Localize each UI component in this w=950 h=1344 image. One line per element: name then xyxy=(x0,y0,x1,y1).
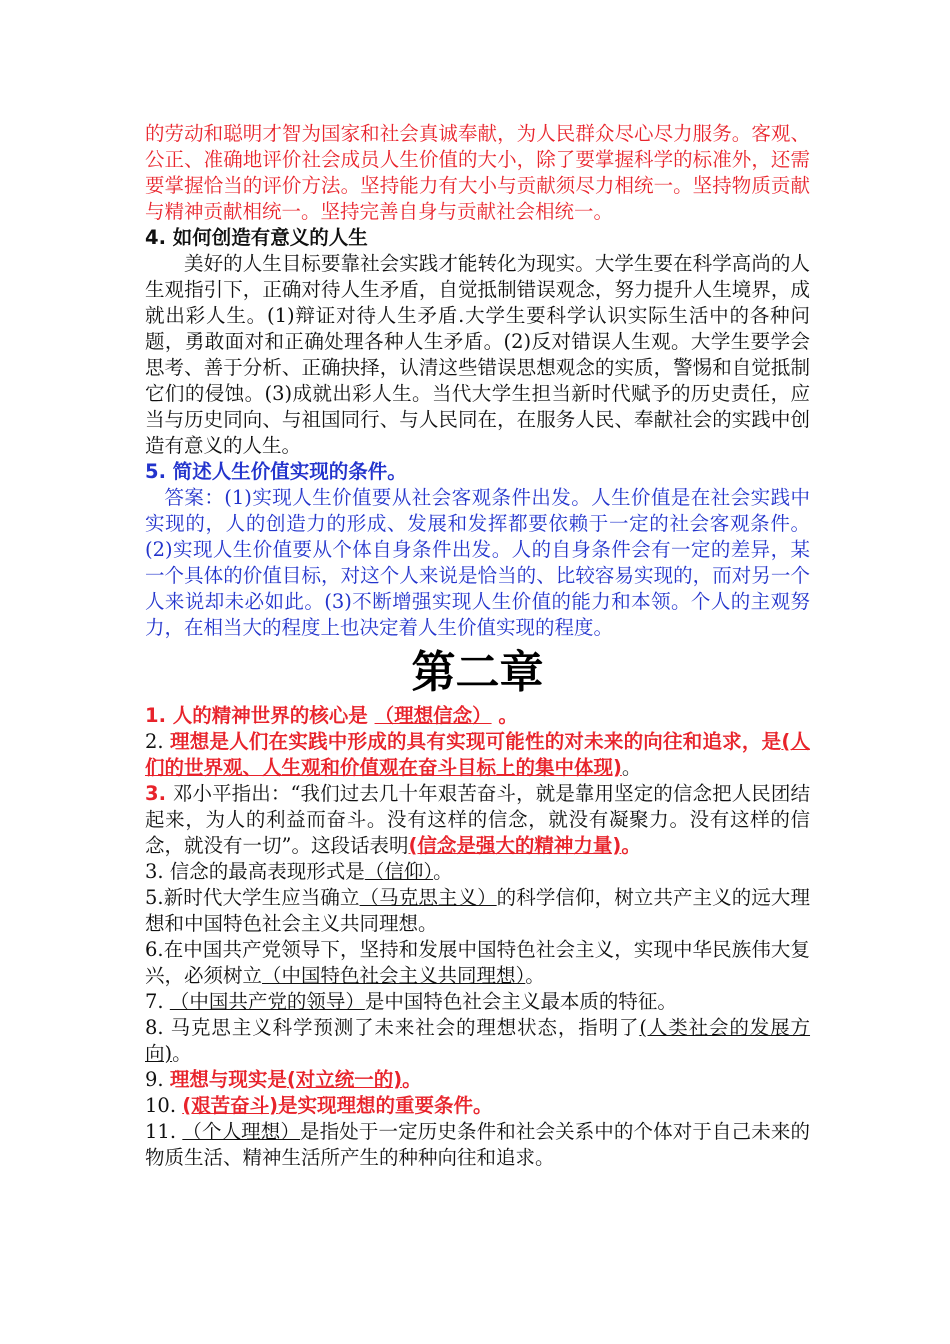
question-6-text: 6.在中国共产党领导下，坚持和发展中国特色社会主义，实现中华民族伟大复兴，必须树立 xyxy=(145,938,810,987)
question-7-text: 是中国特色社会主义最本质的特征。 xyxy=(364,990,677,1013)
question-2-end: 。 xyxy=(621,756,642,779)
question-6-end: 。 xyxy=(525,964,545,987)
question-2-number: 2. xyxy=(145,730,171,753)
question-10 xyxy=(145,1093,810,1119)
question-3-number: 3. xyxy=(145,782,173,805)
question-11-text: 是指处于一定历史条件和社会关系中的个体对于自己未来的物质生活、精神生活所产生的种种向往和追求。 xyxy=(145,1120,810,1169)
question-3-answer: (信念是强大的精神力量) xyxy=(408,834,622,857)
question-10-text: 是实现理想的重要条件。 xyxy=(278,1094,493,1117)
question-9-number: 9. xyxy=(145,1068,170,1091)
question-7-answer: （中国共产党的领导） xyxy=(169,990,365,1013)
question-9-answer: (对立统一的) xyxy=(286,1068,403,1091)
question-10-answer: (艰苦奋斗) xyxy=(182,1094,279,1117)
question-9-end: 。 xyxy=(402,1068,422,1091)
question-2 xyxy=(145,729,810,781)
document-content xyxy=(145,121,810,1171)
section-5-heading: 5. 简述人生价值实现的条件。 xyxy=(145,460,407,483)
question-2-text: 理想是人们在实践中形成的具有实现可能性的对未来的向往和追求，是 xyxy=(170,730,782,753)
question-11 xyxy=(145,1119,810,1171)
question-5-answer: （马克思主义） xyxy=(359,886,497,909)
question-2-answer: (人们的世界观、人生观和价值观在奋斗目标上的集中体现) xyxy=(145,730,810,779)
question-8 xyxy=(145,1015,810,1067)
question-4-answer: （信仰） xyxy=(364,860,434,883)
question-3-text: 邓小平指出：“我们过去几十年艰苦奋斗，就是靠用坚定的信念把人民团结起来，为人的利益而奋斗。没有这样的信念，就没有凝聚力。没有这样的信念，就没有一切”。这段话表明 xyxy=(145,782,810,857)
question-1-text: 1. 人的精神世界的核心是 xyxy=(145,704,375,727)
question-3 xyxy=(145,781,810,859)
section-4-heading: 4. 如何创造有意义的人生 xyxy=(145,226,368,249)
question-1-end: 。 xyxy=(491,704,518,727)
question-1-answer: （理想信念） xyxy=(374,704,492,727)
question-9-text: 理想与现实是 xyxy=(169,1068,287,1091)
question-6-answer: （中国特色社会主义共同理想） xyxy=(262,964,526,987)
question-7-number: 7. xyxy=(145,990,170,1013)
section-5-answer: 答案：(1)实现人生价值要从社会客观条件出发。人生价值是在社会实践中实现的，人的创造力的形成、发展和发挥都要依赖于一定的社会客观条件。(2)实现人生价值要从个体自身条件出发。人的自身条件会有一定的差异，某一个具体的价值目标，对这个人来说是恰当的、比较容易实现的，而对另一个人来说却未必如此。(3)不断增强实现人生价值的能力和本领。个人的主观努力，在相当大的程度上也决定着人生价值实现的程度。 xyxy=(145,486,810,639)
question-5 xyxy=(145,885,810,937)
question-8-end: 。 xyxy=(172,1042,192,1065)
question-9 xyxy=(145,1067,810,1093)
question-1 xyxy=(145,703,810,729)
question-6 xyxy=(145,937,810,989)
question-5-text: 5.新时代大学生应当确立 xyxy=(145,886,360,909)
chapter-title: 第二章 xyxy=(411,647,544,698)
value-evaluation-paragraph: 的劳动和聪明才智为国家和社会真诚奉献，为人民群众尽心尽力服务。客观、公正、准确地评价社会成员人生价值的大小，除了要掌握科学的标准外，还需要掌握恰当的评价方法。坚持能力有大小与贡献须尽力相统一。坚持物质贡献与精神贡献相统一。坚持完善自身与贡献社会相统一。 xyxy=(145,122,810,223)
question-8-answer: (人类社会的发展方向) xyxy=(145,1016,811,1065)
question-7 xyxy=(145,989,810,1015)
question-11-number: 11. xyxy=(145,1120,183,1143)
question-4-end: 。 xyxy=(433,860,453,883)
question-10-number: 10. xyxy=(145,1094,183,1117)
question-8-text: 8. 马克思主义科学预测了未来社会的理想状态，指明了 xyxy=(145,1016,640,1039)
question-3-end: 。 xyxy=(621,834,641,857)
question-4 xyxy=(145,859,810,885)
question-4-text: 3. 信念的最高表现形式是 xyxy=(145,860,365,883)
question-5-end: 的科学信仰，树立共产主义的远大理想和中国特色社会主义共同理想。 xyxy=(145,886,810,935)
question-11-answer: （个人理想） xyxy=(182,1120,301,1143)
section-4-body: 美好的人生目标要靠社会实践才能转化为现实。大学生要在科学高尚的人生观指引下，正确对待人生矛盾，自觉抵制错误观念，努力提升人生境界，成就出彩人生。(1)辩证对待人生矛盾.大学生要科学认识实际生活中的各种问题，勇敢面对和正确处理各种人生矛盾。(2)反对错误人生观。大学生要学会思考、善于分析、正确抉择，认清这些错误思想观念的实质，警惕和自觉抵制它们的侵蚀。(3)成就出彩人生。当代大学生担当新时代赋予的历史责任，应当与历史同向、与祖国同行、与人民同在，在服务人民、奉献社会的实践中创造有意义的人生。 xyxy=(145,252,810,457)
